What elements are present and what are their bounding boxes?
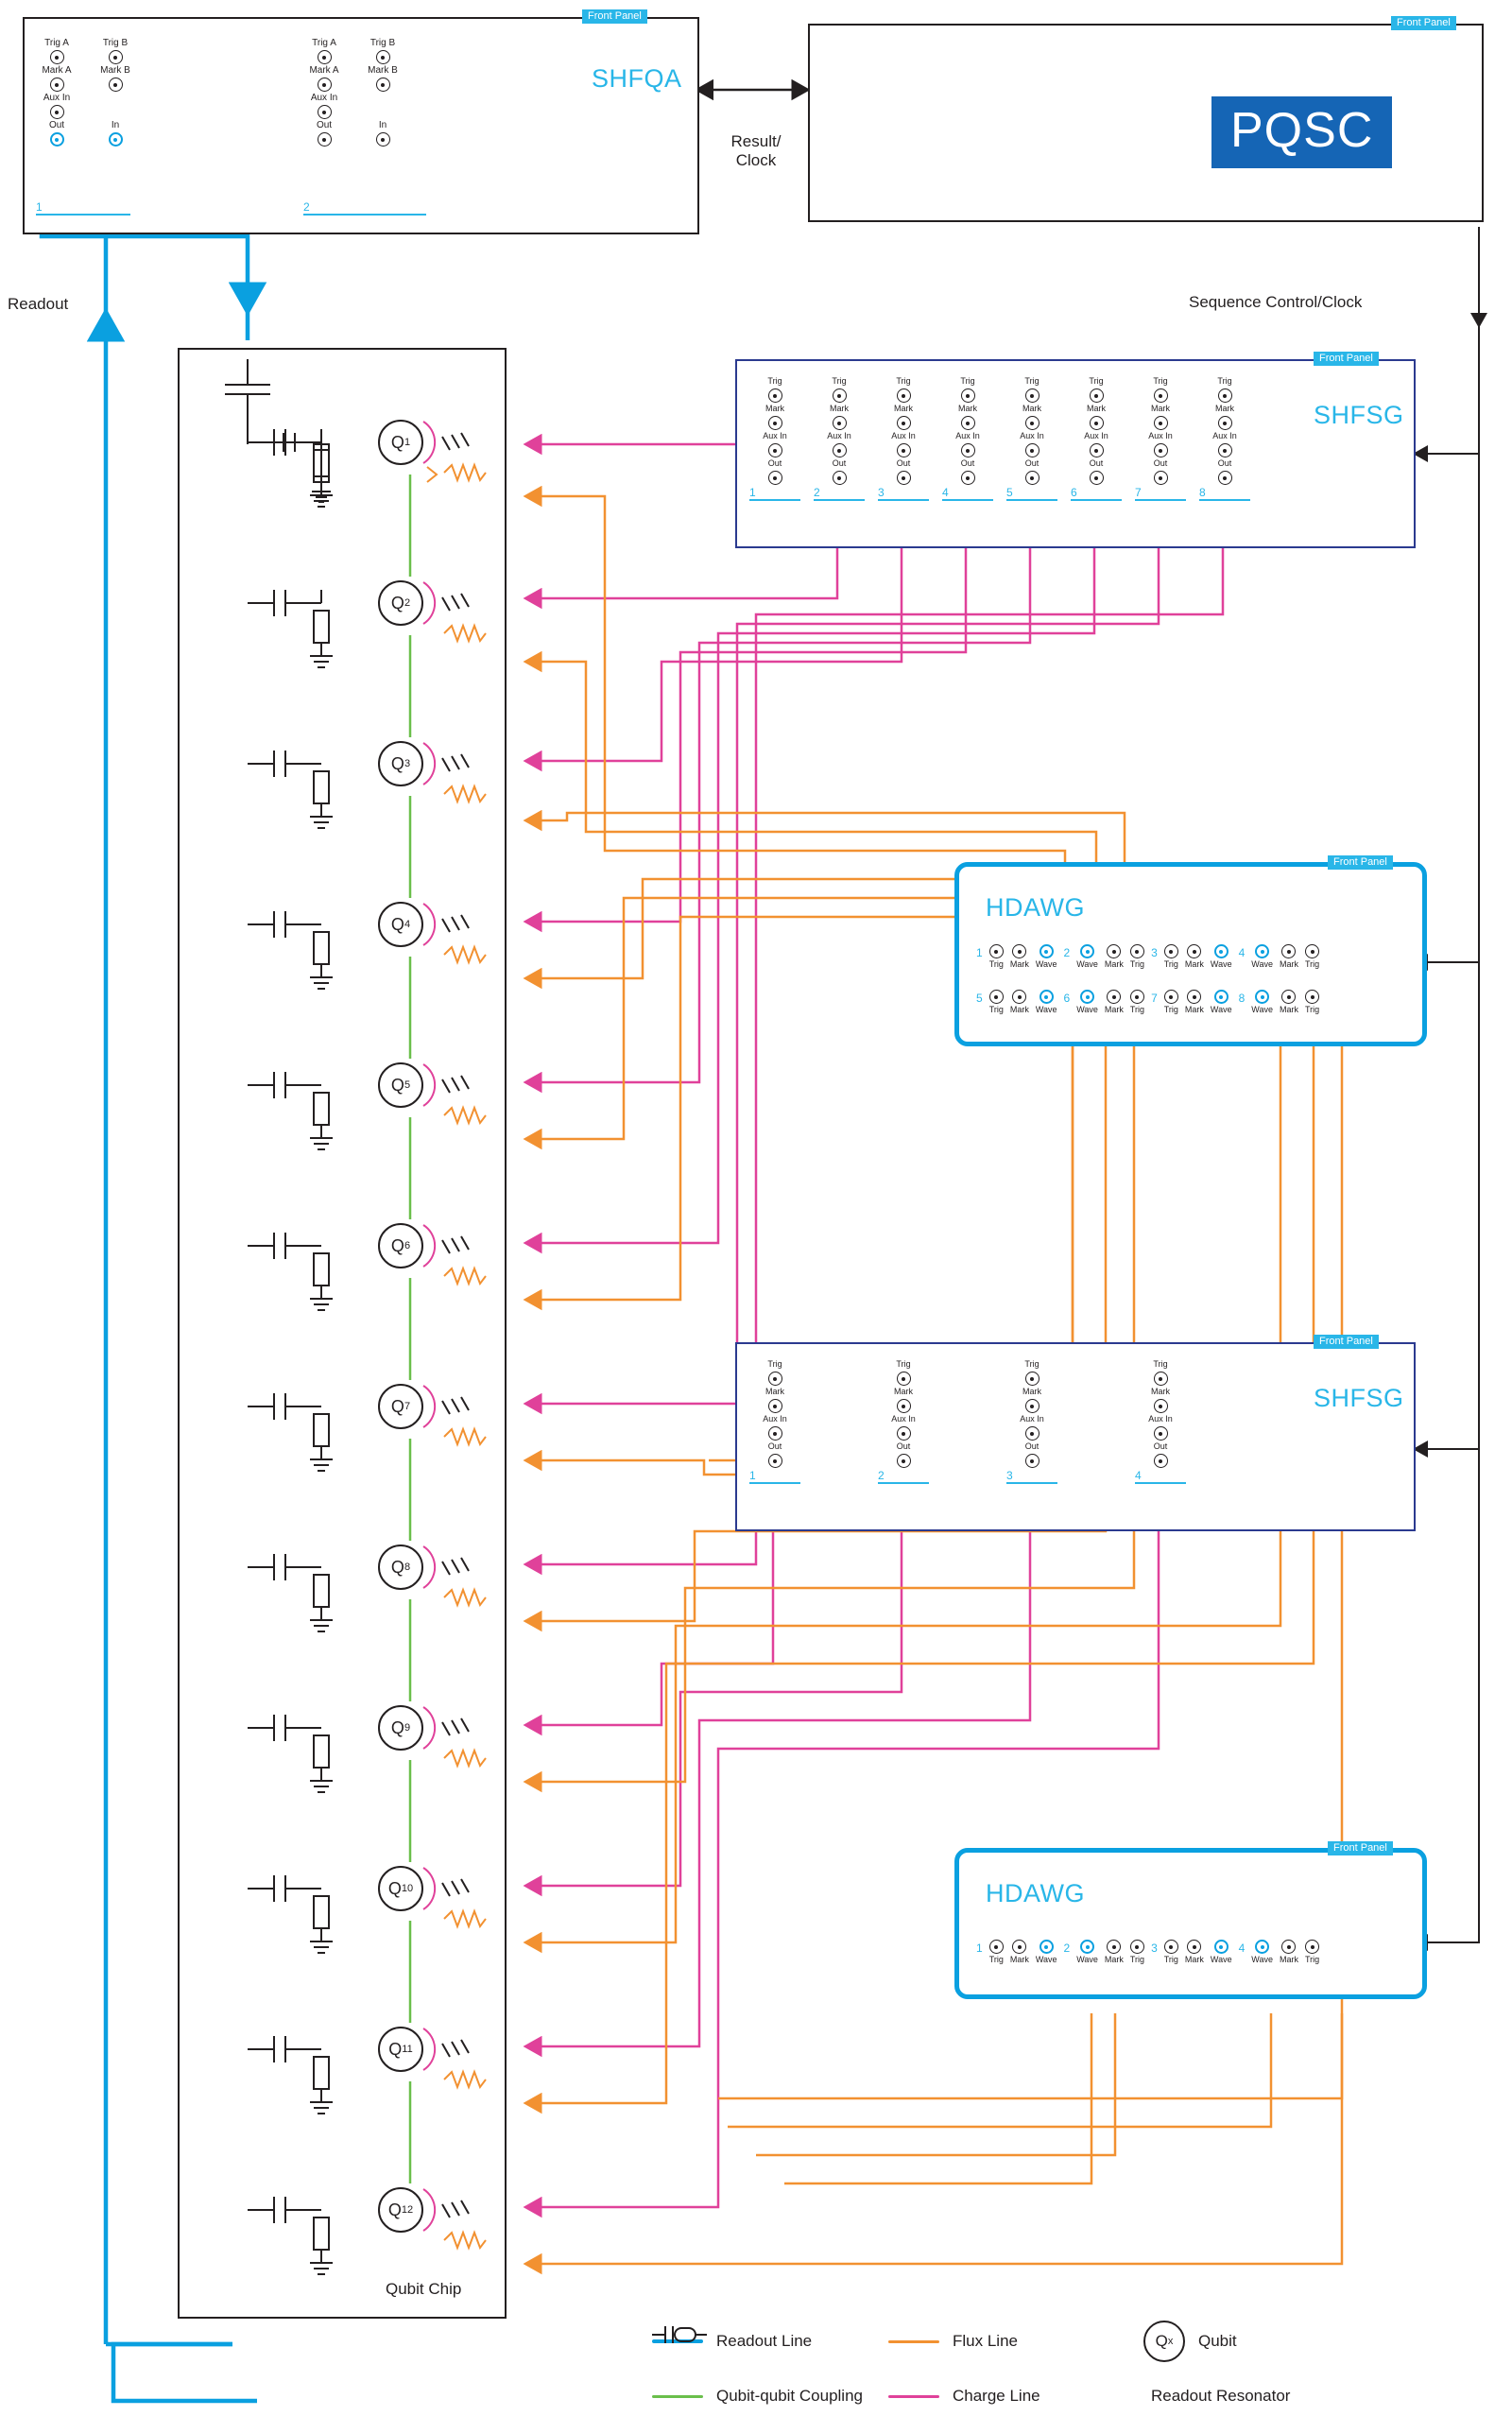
channel-index: 2 — [1063, 1941, 1071, 1955]
port-aux-in[interactable] — [897, 1426, 911, 1441]
legend-item-flux — [888, 2332, 1143, 2351]
legend-symbol-resonator — [652, 2321, 709, 2349]
port-trig[interactable] — [833, 388, 847, 403]
qubit-symbol: Q 9 — [378, 1705, 423, 1751]
qubit-q7[interactable] — [378, 1384, 423, 1429]
port-trig[interactable] — [1305, 990, 1319, 1004]
channel-index: 1 — [976, 946, 983, 959]
port-out[interactable] — [897, 471, 911, 485]
port-trig[interactable] — [1164, 990, 1178, 1004]
port-mark-a[interactable] — [318, 78, 332, 92]
instrument-shfsg-8ch[interactable] — [735, 353, 1416, 548]
qubit-symbol: Q 4 — [378, 902, 423, 947]
port-mark[interactable] — [1107, 990, 1121, 1004]
channel-index: 4 — [1135, 1469, 1186, 1484]
channel-index: 2 — [814, 486, 865, 501]
shfsg4-ch1[interactable]: Trig Mark Aux In Out 1 — [749, 1359, 800, 1484]
port-mark[interactable] — [1154, 1399, 1168, 1413]
port-mark[interactable] — [1281, 944, 1296, 958]
instrument-name-hdawg4: HDAWG — [986, 1879, 1085, 1907]
port-mark[interactable] — [961, 416, 975, 430]
port-mark-b[interactable] — [376, 78, 390, 92]
shfqa-ch2-trigb[interactable]: Trig B Mark B In — [357, 38, 408, 147]
legend-item-coupling — [652, 2387, 888, 2406]
port-mark[interactable] — [1187, 990, 1201, 1004]
port-wave[interactable] — [1214, 990, 1228, 1004]
qubit-symbol: Q 8 — [378, 1545, 423, 1590]
front-panel-tag-hdawg4: Front Panel — [1328, 1841, 1393, 1855]
legend — [652, 2321, 1503, 2406]
channel-index: 4 — [1238, 946, 1246, 959]
port-trig[interactable] — [961, 388, 975, 403]
port-aux-in[interactable] — [768, 1426, 782, 1441]
shfsg4-ch3[interactable]: Trig Mark Aux In Out 3 — [1006, 1359, 1057, 1484]
legend-label: Readout Line — [716, 2332, 813, 2350]
port-wave[interactable] — [1040, 1940, 1054, 1954]
port-mark[interactable] — [1012, 990, 1026, 1004]
qubit-symbol: Q 1 — [378, 420, 423, 465]
port-aux-in[interactable] — [1218, 443, 1232, 457]
front-panel-tag-pqsc: Front Panel — [1391, 16, 1456, 30]
hdawg8-row2: 5 Trig Mark Wave 6 Wave Mark Trig 7 Trig Mark Wave 8 Wave Mark Trig — [976, 992, 1320, 1014]
port-trig[interactable] — [1025, 388, 1040, 403]
port-aux-in[interactable] — [1025, 443, 1040, 457]
port-out[interactable] — [1025, 1454, 1040, 1468]
port-wave[interactable] — [1080, 1940, 1094, 1954]
legend-label: Flux Line — [953, 2332, 1018, 2350]
port-wave[interactable] — [1214, 1940, 1228, 1954]
qubit-q6[interactable] — [378, 1223, 423, 1268]
qubit-q5[interactable] — [378, 1062, 423, 1108]
hdawg4-row1: 1 Trig Mark Wave 2 Wave Mark Trig 3 Trig Mark Wave 4 Wave Mark Trig — [976, 1941, 1320, 1964]
port-mark[interactable] — [1218, 416, 1232, 430]
port-mark[interactable] — [1187, 1940, 1201, 1954]
port-mark[interactable] — [897, 1399, 911, 1413]
port-trig-b[interactable] — [376, 50, 390, 64]
qubit-symbol: Q 6 — [378, 1223, 423, 1268]
qubit-chip — [178, 348, 507, 2319]
port-trig[interactable] — [1130, 944, 1144, 958]
channel-index: 5 — [1006, 486, 1057, 501]
label-qubit-chip: Qubit Chip — [386, 2280, 462, 2298]
port-wave[interactable] — [1255, 944, 1269, 958]
port-trig[interactable] — [1130, 990, 1144, 1004]
channel-index: 2 — [878, 1469, 929, 1484]
port-aux-in[interactable] — [768, 443, 782, 457]
front-panel-tag-shfsg8: Front Panel — [1314, 352, 1379, 366]
shfsg8-ch6[interactable]: Trig Mark Aux In Out 6 — [1071, 376, 1122, 501]
qubit-q8[interactable] — [378, 1545, 423, 1590]
shfsg8-ch2[interactable]: Trig Mark Aux In Out 2 — [814, 376, 865, 501]
port-mark[interactable] — [1025, 1399, 1040, 1413]
port-mark[interactable] — [897, 416, 911, 430]
port-aux-in[interactable] — [318, 105, 332, 119]
channel-index: 4 — [1238, 1941, 1246, 1955]
port-trig[interactable] — [1164, 1940, 1178, 1954]
legend-item-resonator — [1143, 2387, 1290, 2406]
port-out[interactable] — [50, 132, 64, 147]
port-wave[interactable] — [1080, 944, 1094, 958]
port-wave[interactable] — [1040, 944, 1054, 958]
port-wave[interactable] — [1255, 990, 1269, 1004]
qubit-symbol: Q 11 — [378, 2027, 423, 2072]
channel-index: 3 — [1151, 946, 1158, 959]
shfqa-channel-index-1: 1 — [36, 200, 130, 216]
channel-index: 3 — [1006, 1469, 1057, 1484]
label-readout: Readout — [8, 295, 69, 313]
instrument-name-shfsg8: SHFSG — [1314, 401, 1404, 429]
port-out[interactable] — [318, 132, 332, 147]
instrument-pqsc[interactable] — [808, 17, 1484, 222]
port-trig[interactable] — [1305, 1940, 1319, 1954]
port-mark[interactable] — [1012, 1940, 1026, 1954]
port-trig[interactable] — [897, 1372, 911, 1386]
instrument-shfsg-4ch[interactable] — [735, 1336, 1416, 1531]
qubit-symbol: Q 5 — [378, 1062, 423, 1108]
port-trig[interactable] — [897, 388, 911, 403]
channel-index: 7 — [1135, 486, 1186, 501]
port-mark[interactable] — [1107, 944, 1121, 958]
instrument-hdawg-8ch[interactable] — [954, 856, 1427, 1046]
instrument-shfqa[interactable] — [23, 10, 699, 234]
port-out[interactable] — [833, 471, 847, 485]
channel-index: 5 — [976, 992, 983, 1005]
legend-label: Charge Line — [953, 2387, 1040, 2405]
shfqa-ch1-triga[interactable]: Trig A Mark A Aux In Out — [31, 38, 82, 147]
channel-index: 2 — [1063, 946, 1071, 959]
qubit-symbol: Q 12 — [378, 2187, 423, 2233]
qubit-q3[interactable] — [378, 741, 423, 786]
port-aux-in[interactable] — [50, 105, 64, 119]
port-trig[interactable] — [989, 944, 1004, 958]
port-aux-in[interactable] — [1025, 1426, 1040, 1441]
port-mark[interactable] — [1281, 1940, 1296, 1954]
legend-swatch-charge — [888, 2395, 939, 2398]
qubit-q10[interactable] — [378, 1866, 423, 1911]
qubit-q1[interactable] — [378, 420, 423, 465]
legend-item-qubit — [1143, 2321, 1237, 2362]
port-trig[interactable] — [1090, 388, 1104, 403]
port-aux-in[interactable] — [897, 443, 911, 457]
port-trig[interactable] — [989, 990, 1004, 1004]
port-in[interactable] — [109, 132, 123, 147]
port-in[interactable] — [376, 132, 390, 147]
port-trig-a[interactable] — [318, 50, 332, 64]
port-out[interactable] — [768, 1454, 782, 1468]
legend-item-charge — [888, 2387, 1143, 2406]
channel-index: 1 — [749, 486, 800, 501]
qubit-q11[interactable] — [378, 2027, 423, 2072]
instrument-name-hdawg8: HDAWG — [986, 893, 1085, 922]
port-trig[interactable] — [1025, 1372, 1040, 1386]
legend-label: Qubit-qubit Coupling — [716, 2387, 863, 2405]
label-sequence-control: Sequence Control/Clock — [1189, 293, 1363, 311]
qubit-q2[interactable] — [378, 580, 423, 626]
channel-index: 6 — [1063, 992, 1071, 1005]
port-out[interactable] — [897, 1454, 911, 1468]
port-out[interactable] — [1025, 471, 1040, 485]
shfsg8-ch1[interactable]: Trig Mark Aux In Out 1 — [749, 376, 800, 501]
port-wave[interactable] — [1040, 990, 1054, 1004]
hdawg8-row1: 1 Trig Mark Wave 2 Wave Mark Trig 3 Trig Mark Wave 4 Wave Mark Trig — [976, 946, 1320, 969]
instrument-hdawg-4ch[interactable] — [954, 1842, 1427, 1999]
port-aux-in[interactable] — [1154, 1426, 1168, 1441]
port-trig[interactable] — [768, 388, 782, 403]
port-mark[interactable] — [833, 416, 847, 430]
port-mark[interactable] — [768, 416, 782, 430]
port-out[interactable] — [1218, 471, 1232, 485]
legend-label: Readout Resonator — [1151, 2387, 1291, 2405]
qubit-symbol: Q 7 — [378, 1384, 423, 1429]
front-panel-tag-shfqa: Front Panel — [582, 9, 647, 24]
shfsg8-ch5[interactable]: Trig Mark Aux In Out 5 — [1006, 376, 1057, 501]
port-trig[interactable] — [1154, 388, 1168, 403]
shfqa-ch2-triga[interactable]: Trig A Mark A Aux In Out — [299, 38, 350, 147]
channel-index: 3 — [1151, 1941, 1158, 1955]
port-out[interactable] — [1090, 471, 1104, 485]
port-trig[interactable] — [1305, 944, 1319, 958]
shfsg8-ch7[interactable]: Trig Mark Aux In Out 7 — [1135, 376, 1186, 501]
port-aux-in[interactable] — [1090, 443, 1104, 457]
pqsc-badge: PQSC — [1211, 96, 1392, 168]
port-wave[interactable] — [1080, 990, 1094, 1004]
channel-index: 1 — [976, 1941, 983, 1955]
port-wave[interactable] — [1214, 944, 1228, 958]
instrument-name-shfqa: SHFQA — [592, 64, 682, 93]
port-aux-in[interactable] — [961, 443, 975, 457]
legend-swatch-coupling — [652, 2395, 703, 2398]
port-out[interactable] — [1154, 471, 1168, 485]
port-mark[interactable] — [1187, 944, 1201, 958]
port-mark[interactable] — [768, 1399, 782, 1413]
qubit-symbol: Q 10 — [378, 1866, 423, 1911]
legend-swatch-flux — [888, 2340, 939, 2343]
shfsg8-ch4[interactable]: Trig Mark Aux In Out 4 — [942, 376, 993, 501]
port-mark[interactable] — [1281, 990, 1296, 1004]
port-trig[interactable] — [768, 1372, 782, 1386]
port-wave[interactable] — [1255, 1940, 1269, 1954]
qubit-q4[interactable] — [378, 902, 423, 947]
port-trig[interactable] — [989, 1940, 1004, 1954]
channel-index: 3 — [878, 486, 929, 501]
port-out[interactable] — [1154, 1454, 1168, 1468]
port-trig-a[interactable] — [50, 50, 64, 64]
instrument-name-shfsg4: SHFSG — [1314, 1384, 1404, 1412]
port-mark[interactable] — [1107, 1940, 1121, 1954]
shfsg8-ch3[interactable]: Trig Mark Aux In Out 3 — [878, 376, 929, 501]
front-panel-tag-hdawg8: Front Panel — [1328, 855, 1393, 870]
qubit-q9[interactable] — [378, 1705, 423, 1751]
shfqa-channel-index-2: 2 — [303, 200, 426, 216]
shfsg4-ch4[interactable]: Trig Mark Aux In Out 4 — [1135, 1359, 1186, 1484]
port-trig[interactable] — [1154, 1372, 1168, 1386]
port-mark[interactable] — [1012, 944, 1026, 958]
channel-index: 6 — [1071, 486, 1122, 501]
port-mark[interactable] — [1025, 416, 1040, 430]
label-result-clock: Result/ Clock — [730, 132, 782, 169]
channel-index: 7 — [1151, 992, 1158, 1005]
port-mark[interactable] — [1154, 416, 1168, 430]
qubit-symbol: Q 3 — [378, 741, 423, 786]
channel-index: 8 — [1238, 992, 1246, 1005]
shfsg8-ch8[interactable]: Trig Mark Aux In Out 8 — [1199, 376, 1250, 501]
port-trig-b[interactable] — [109, 50, 123, 64]
port-trig[interactable] — [1164, 944, 1178, 958]
port-mark-a[interactable] — [50, 78, 64, 92]
shfsg4-ch2[interactable]: Trig Mark Aux In Out 2 — [878, 1359, 929, 1484]
front-panel-tag-shfsg4: Front Panel — [1314, 1335, 1379, 1349]
port-mark-b[interactable] — [109, 78, 123, 92]
port-trig[interactable] — [1218, 388, 1232, 403]
qubit-symbol: Q 2 — [378, 580, 423, 626]
port-trig[interactable] — [1130, 1940, 1144, 1954]
channel-index: 8 — [1199, 486, 1250, 501]
port-out[interactable] — [768, 471, 782, 485]
qubit-q12[interactable] — [378, 2187, 423, 2233]
port-aux-in[interactable] — [1154, 443, 1168, 457]
port-out[interactable] — [961, 471, 975, 485]
port-aux-in[interactable] — [833, 443, 847, 457]
channel-index: 4 — [942, 486, 993, 501]
shfqa-ch1-trigb[interactable]: Trig B Mark B In — [90, 38, 141, 147]
channel-index: 1 — [749, 1469, 800, 1484]
legend-symbol-qubit: Q x — [1143, 2321, 1185, 2362]
legend-label: Qubit — [1198, 2332, 1237, 2350]
port-mark[interactable] — [1090, 416, 1104, 430]
